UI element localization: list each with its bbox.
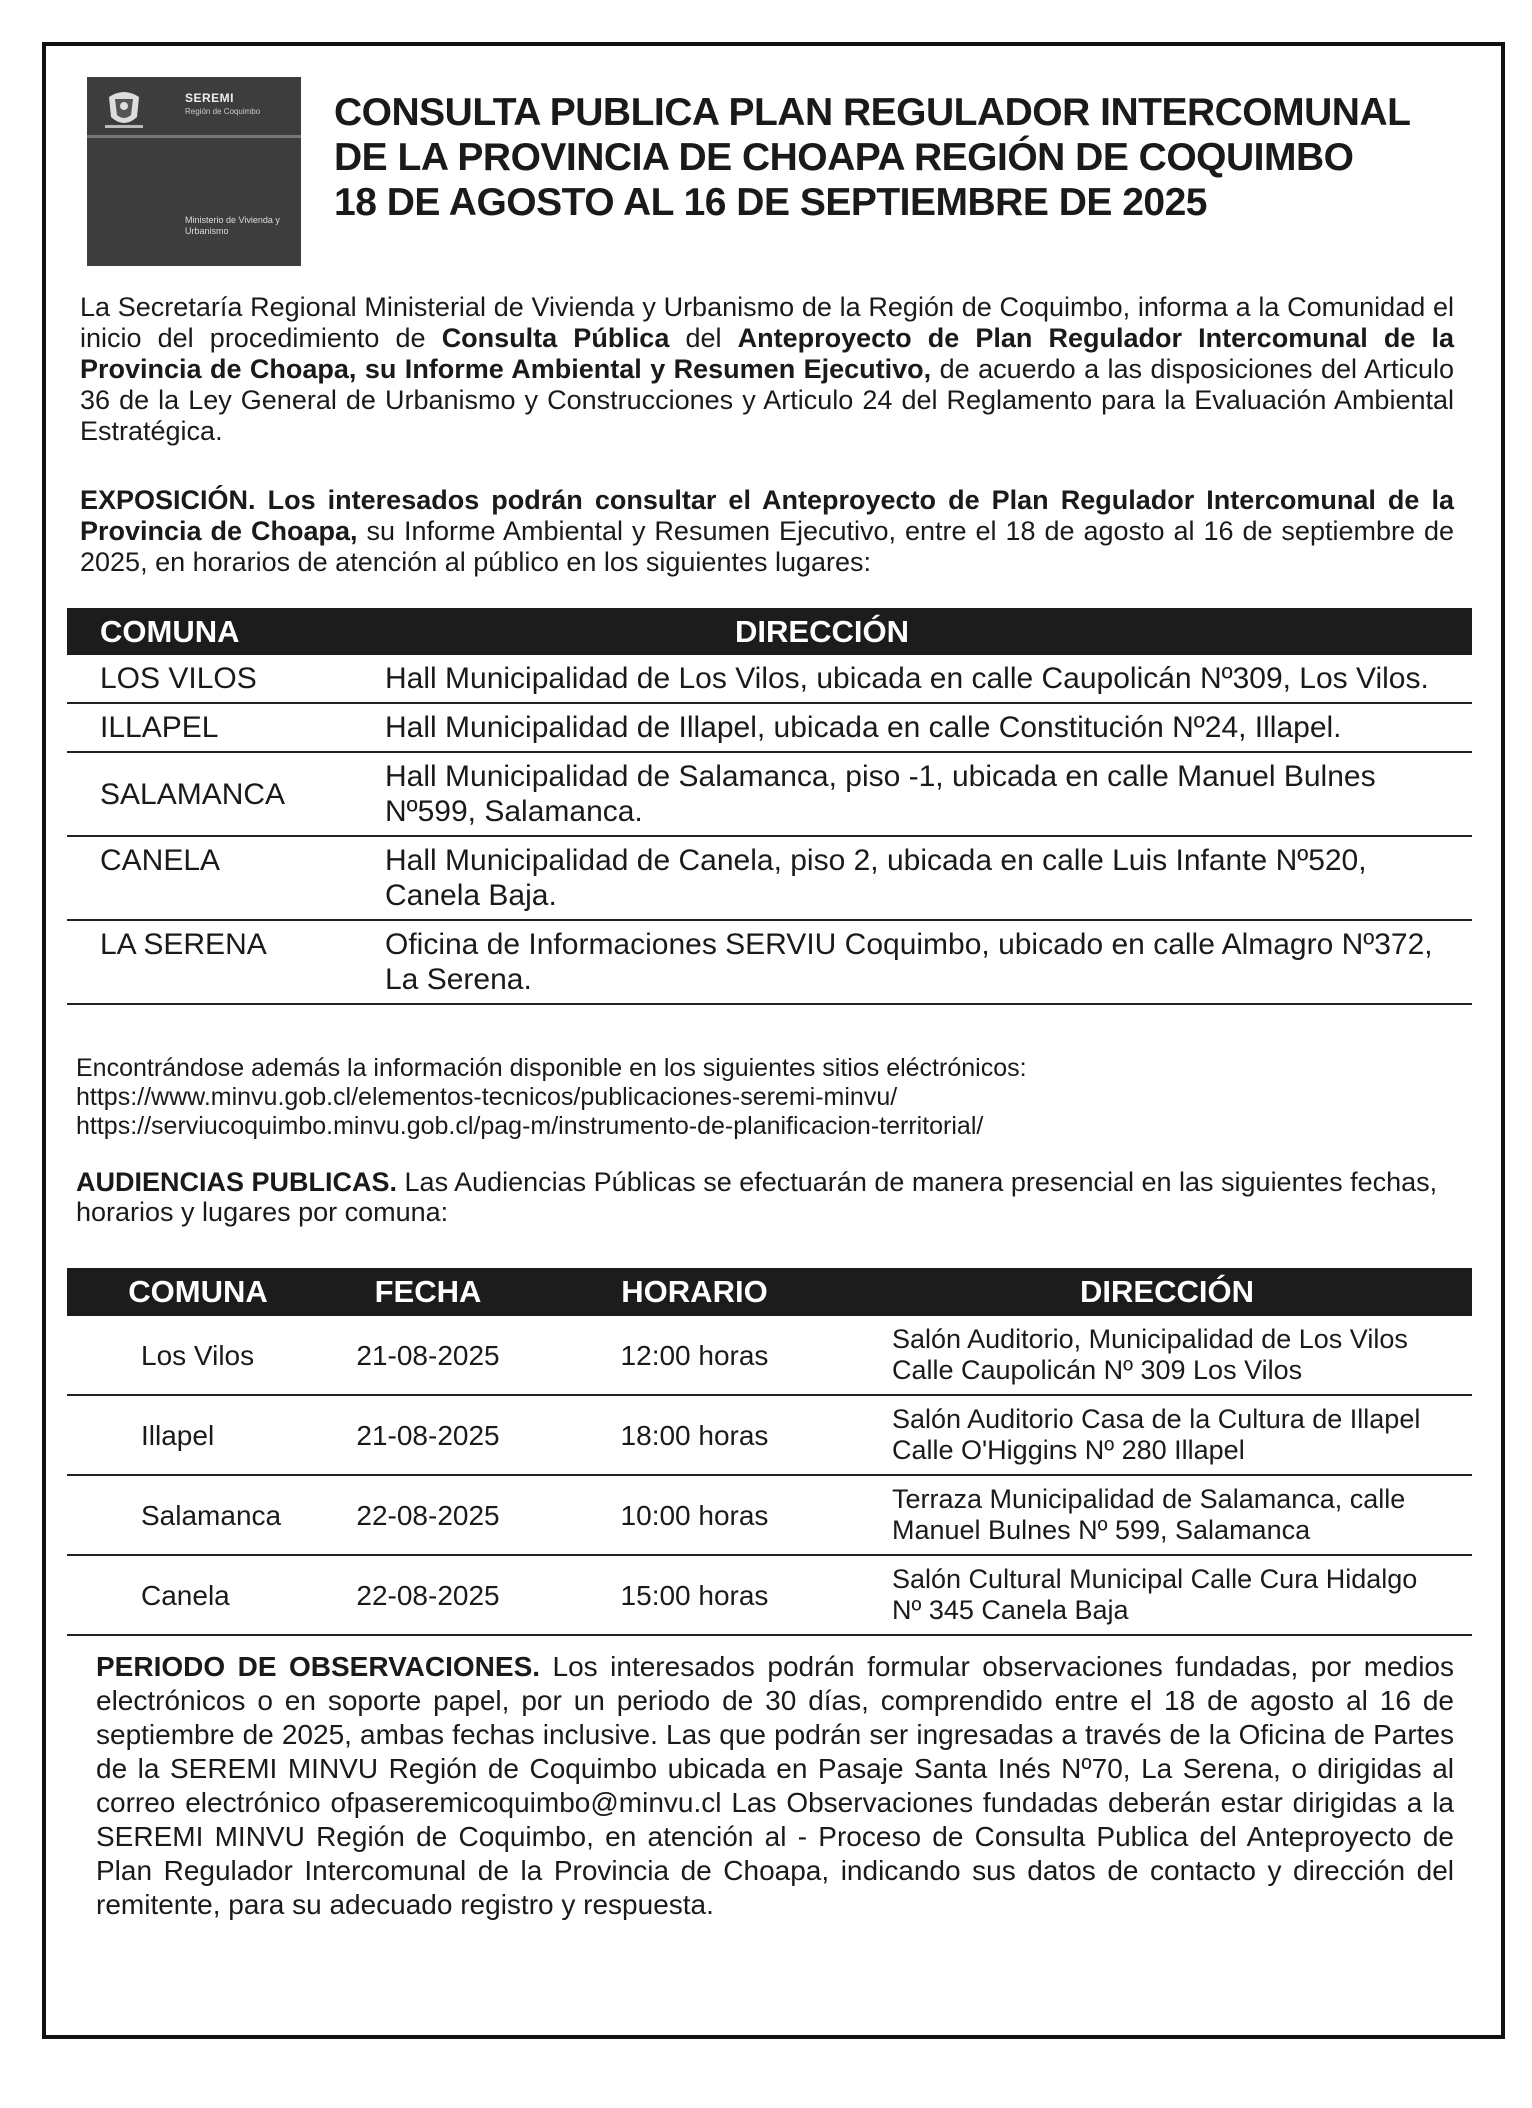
- title-line-1: CONSULTA PUBLICA PLAN REGULADOR INTERCOMUNAL: [334, 91, 1411, 134]
- direccion-line-2: Calle O'Higgins Nº 280 Illapel: [892, 1435, 1245, 1465]
- exposicion-text: su Informe Ambiental y Resumen Ejecutivo, entre el 18 de agosto al 16 de septiembre de 2025, en horarios de atención al público en los siguientes lugares:: [80, 516, 1454, 577]
- horario-cell: 18:00 horas: [527, 1395, 862, 1475]
- seremi-logo: [87, 77, 301, 266]
- direccion-cell: [862, 1316, 1472, 1395]
- header-horario: HORARIO: [527, 1268, 862, 1316]
- direccion-cell: [862, 1395, 1472, 1475]
- direccion-line-1: Terraza Municipalidad de Salamanca, calle: [892, 1484, 1406, 1514]
- table-row: [67, 920, 1472, 1004]
- direccion-line-2: Manuel Bulnes Nº 599, Salamanca: [892, 1515, 1311, 1545]
- title-line-2: DE LA PROVINCIA DE CHOAPA REGIÓN DE COQUIMBO: [334, 136, 1354, 179]
- direccion-cell: [862, 1555, 1472, 1635]
- fecha-cell: 21-08-2025: [329, 1316, 527, 1395]
- header-comuna: COMUNA: [67, 1268, 329, 1316]
- table-row: [67, 1475, 1472, 1555]
- website-link-2[interactable]: https://serviucoquimbo.minvu.gob.cl/pag-m/instrumento-de-planificacion-territorial/: [76, 1112, 984, 1140]
- comuna-cell: Los Vilos: [67, 1316, 329, 1395]
- direccion-line-1: Salón Auditorio, Municipalidad de Los Vilos: [892, 1324, 1408, 1354]
- intro-paragraph: [80, 292, 1454, 447]
- direccion-cell: Hall Municipalidad de Los Vilos, ubicada en calle Caupolicán Nº309, Los Vilos.: [375, 655, 1472, 703]
- audiencias-text: Las Audiencias Públicas se efectuarán de manera presencial en las siguientes fechas, horarios y lugares por comuna:: [76, 1167, 1438, 1227]
- intro-bold-2: Anteproyecto de Plan Regulador Intercomunal de la Provincia de Choapa, su Informe Ambiental y Resumen Ejecutivo,: [80, 323, 1454, 384]
- comuna-cell: CANELA: [67, 836, 375, 920]
- table-row: [67, 1395, 1472, 1475]
- comuna-cell: Canela: [67, 1555, 329, 1635]
- horario-cell: 10:00 horas: [527, 1475, 862, 1555]
- comuna-cell: Salamanca: [67, 1475, 329, 1555]
- horario-cell: 12:00 horas: [527, 1316, 862, 1395]
- websites-block: [76, 1054, 1027, 1141]
- table-row: [67, 655, 1472, 703]
- table-row: [67, 752, 1472, 836]
- intro-bold-1: Consulta Pública: [441, 323, 670, 353]
- direccion-line-2: Calle Caupolicán Nº 309 Los Vilos: [892, 1355, 1303, 1385]
- comuna-cell: LOS VILOS: [67, 655, 375, 703]
- fecha-cell: 22-08-2025: [329, 1555, 527, 1635]
- horario-cell: 15:00 horas: [527, 1555, 862, 1635]
- exposicion-bold: EXPOSICIÓN. Los interesados podrán consultar el Anteproyecto de Plan Regulador Intercomunal de la Provincia de Choapa,: [80, 485, 1454, 546]
- header-direccion: DIRECCIÓN: [862, 1268, 1472, 1316]
- logo-divider: [87, 135, 301, 138]
- direccion-line-1: Salón Cultural Municipal Calle Cura Hidalgo: [892, 1564, 1418, 1594]
- intro-text-2: del: [669, 323, 738, 353]
- logo-region: Región de Coquimbo: [185, 107, 261, 116]
- comuna-cell: LA SERENA: [67, 920, 375, 1004]
- audiencias-paragraph: [76, 1167, 1466, 1227]
- website-link-1[interactable]: https://www.minvu.gob.cl/elementos-tecnicos/publicaciones-seremi-minvu/: [76, 1083, 898, 1111]
- direccion-line-2: Nº 345 Canela Baja: [892, 1595, 1129, 1625]
- observaciones-paragraph: [96, 1650, 1454, 1922]
- audiencias-bold: AUDIENCIAS PUBLICAS.: [76, 1167, 398, 1197]
- observaciones-bold: PERIODO DE OBSERVACIONES.: [96, 1651, 541, 1682]
- direccion-cell: Hall Municipalidad de Salamanca, piso -1, ubicada en calle Manuel Bulnes Nº599, Salamanca.: [375, 752, 1472, 836]
- notice-title: [334, 90, 1464, 225]
- table-row: [67, 836, 1472, 920]
- direccion-cell: Hall Municipalidad de Illapel, ubicada en calle Constitución Nº24, Illapel.: [375, 703, 1472, 752]
- intro-text-1: La Secretaría Regional Ministerial de Vivienda y Urbanismo de la Región de Coquimbo, informa a la Comunidad el inicio del procedimiento de: [80, 292, 1454, 353]
- coat-of-arms-icon: [101, 87, 147, 131]
- header-comuna: COMUNA: [67, 608, 375, 655]
- hearings-table: [67, 1268, 1472, 1636]
- title-line-3: 18 DE AGOSTO AL 16 DE SEPTIEMBRE DE 2025: [334, 181, 1207, 224]
- comuna-cell: SALAMANCA: [67, 752, 375, 836]
- locations-header-row: [67, 608, 1472, 655]
- table-row: [67, 1555, 1472, 1635]
- direccion-line-1: Salón Auditorio Casa de la Cultura de Illapel: [892, 1404, 1421, 1434]
- locations-table: [67, 608, 1472, 1005]
- hearings-header-row: [67, 1268, 1472, 1316]
- observaciones-text: Los interesados podrán formular observaciones fundadas, por medios electrónicos o en soporte papel, por un periodo de 30 días, comprendido entre el 18 de agosto al 16 de septiembre de 2025, ambas fechas inclusive. Las que podrán ser ingresadas a través de la Oficina de Partes de la SEREMI MINVU Región de Coquimbo ubicada en Pasaje Santa Inés Nº70, La Serena, o dirigidas al correo electrónico ofpaseremicoquimbo@minvu.cl Las Observaciones fundadas deberán estar dirigidas a la SEREMI MINVU Región de Coquimbo, en atención al - Proceso de Consulta Publica del Anteproyecto de Plan Regulador Intercomunal de la Provincia de Choapa, indicando sus datos de contacto y dirección del remitente, para su adecuado registro y respuesta.: [96, 1651, 1454, 1920]
- table-row: [67, 1316, 1472, 1395]
- direccion-cell: Oficina de Informaciones SERVIU Coquimbo, ubicado en calle Almagro Nº372, La Serena.: [375, 920, 1472, 1004]
- intro-text-3: de acuerdo a las disposiciones del Articulo 36 de la Ley General de Urbanismo y Construcciones y Articulo 24 del Reglamento para la Evaluación Ambiental Estratégica.: [80, 354, 1454, 446]
- direccion-cell: [862, 1475, 1472, 1555]
- exposicion-paragraph: [80, 485, 1454, 578]
- comuna-cell: ILLAPEL: [67, 703, 375, 752]
- websites-intro: Encontrándose además la información disponible en los siguientes sitios eléctrónicos:: [76, 1054, 1027, 1082]
- logo-ministry: Ministerio de Vivienda y Urbanismo: [185, 215, 280, 236]
- comuna-cell: Illapel: [67, 1395, 329, 1475]
- header-direccion: DIRECCIÓN: [375, 608, 1472, 655]
- header-fecha: FECHA: [329, 1268, 527, 1316]
- fecha-cell: 21-08-2025: [329, 1395, 527, 1475]
- direccion-cell: Hall Municipalidad de Canela, piso 2, ubicada en calle Luis Infante Nº520, Canela Baja.: [375, 836, 1472, 920]
- logo-brand: SEREMI: [185, 91, 235, 105]
- fecha-cell: 22-08-2025: [329, 1475, 527, 1555]
- table-row: [67, 703, 1472, 752]
